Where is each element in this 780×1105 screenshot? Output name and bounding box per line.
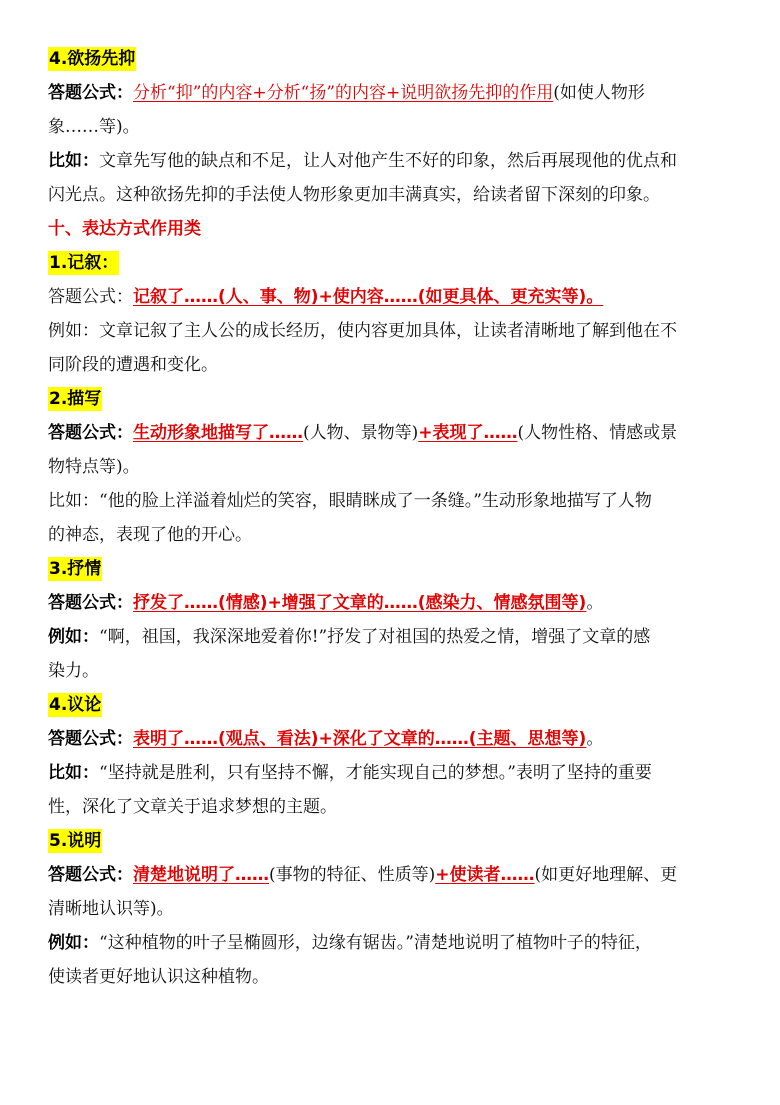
section-title: 十、表达方式作用类 [48, 219, 201, 239]
formula-row-cont [48, 110, 738, 144]
example-text: “啊，祖国，我深深地爱着你!”抒发了对祖国的热爱之情，增强了文章的感 [99, 627, 651, 647]
example-text: 文章先写他的缺点和不足，让人对他产生不好的印象，然后再展现他的优点和 [99, 151, 677, 171]
example-text: 染力。 [48, 661, 99, 681]
example-label: 例如： [48, 627, 99, 647]
example-row-cont [48, 348, 738, 382]
example-row-cont [48, 790, 738, 824]
formula-row [48, 586, 738, 620]
formula-mid: (事物的特征、性质等) [269, 865, 436, 885]
heading-row [48, 688, 738, 722]
formula-row [48, 722, 738, 756]
example-label: 比如： [48, 491, 99, 511]
example-text: “他的脸上洋溢着灿烂的笑容，眼睛眯成了一条缝。”生动形象地描写了人物 [99, 491, 652, 511]
example-text: 性，深化了文章关于追求梦想的主题。 [48, 797, 337, 817]
example-row [48, 314, 738, 348]
example-text: “这种植物的叶子呈椭圆形，边缘有锯齿。”清楚地说明了植物叶子的特征， [99, 933, 652, 953]
example-row-cont [48, 960, 738, 994]
formula-red: 记叙了……(人、事、物)+使内容……(如更具体、更充实等)。 [133, 287, 604, 307]
heading-yuyang: 4.欲扬先抑 [49, 49, 136, 69]
heading-narrate: 1.记叙： [49, 253, 119, 273]
example-row [48, 926, 738, 960]
formula-label: 答题公式： [48, 865, 133, 885]
formula-row-cont [48, 450, 738, 484]
formula-rest: 物特点等)。 [48, 457, 140, 477]
formula-label: 答题公式： [48, 729, 133, 749]
formula-rest: (人物性格、情感或景 [517, 423, 678, 443]
heading-argue: 4.议论 [49, 695, 102, 715]
heading-row [48, 246, 738, 280]
example-label: 例如： [48, 933, 99, 953]
example-text: 的神态，表现了他的开心。 [48, 525, 252, 545]
formula-red: 生动形象地描写了…… [133, 423, 303, 443]
example-row-cont [48, 518, 738, 552]
example-text: 闪光点。这种欲扬先抑的手法使人物形象更加丰满真实，给读者留下深刻的印象。 [48, 185, 660, 205]
formula-label: 答题公式： [48, 83, 133, 103]
heading-row [48, 824, 738, 858]
example-row [48, 756, 738, 790]
example-text: “坚持就是胜利，只有坚持不懈，才能实现自己的梦想。”表明了坚持的重要 [99, 763, 652, 783]
heading-lyric: 3.抒情 [49, 559, 102, 579]
formula-rest: 象……等)。 [48, 117, 140, 137]
formula-row [48, 416, 738, 450]
formula-red: 抒发了……(情感)+增强了文章的……(感染力、情感氛围等) [133, 593, 587, 613]
formula-row [48, 858, 738, 892]
document-page [48, 42, 738, 994]
formula-row [48, 280, 738, 314]
formula-row [48, 76, 738, 110]
formula-label: 答题公式： [48, 423, 133, 443]
formula-red: 分析“抑”的内容+分析“扬”的内容+说明欲扬先抑的作用 [133, 83, 554, 103]
example-row [48, 144, 738, 178]
formula-red: 表明了……(观点、看法)+深化了文章的……(主题、思想等) [133, 729, 587, 749]
formula-mid: (人物、景物等) [303, 423, 419, 443]
formula-red: +表现了…… [418, 423, 518, 443]
heading-row [48, 42, 738, 76]
example-row [48, 484, 738, 518]
heading-describe: 2.描写 [49, 389, 102, 409]
example-text: 使读者更好地认识这种植物。 [48, 967, 269, 987]
formula-label: 答题公式： [48, 593, 133, 613]
heading-explain: 5.说明 [49, 831, 102, 851]
formula-rest: 清晰地认识等)。 [48, 899, 174, 919]
formula-red: +使读者…… [435, 865, 535, 885]
formula-end: 。 [586, 729, 604, 749]
formula-end: 。 [586, 593, 604, 613]
formula-rest: (如使人物形 [553, 83, 645, 103]
heading-row [48, 382, 738, 416]
section-row [48, 212, 738, 246]
example-label: 比如： [48, 151, 99, 171]
example-label: 比如： [48, 763, 99, 783]
example-text: 文章记叙了主人公的成长经历，使内容更加具体，让读者清晰地了解到他在不 [99, 321, 677, 341]
formula-red: 清楚地说明了…… [133, 865, 269, 885]
example-row-cont [48, 178, 738, 212]
example-text: 同阶段的遭遇和变化。 [48, 355, 218, 375]
example-label: 例如： [48, 321, 99, 341]
formula-row-cont [48, 892, 738, 926]
example-row [48, 620, 738, 654]
formula-rest: (如更好地理解、更 [534, 865, 678, 885]
formula-label: 答题公式： [48, 287, 133, 307]
heading-row [48, 552, 738, 586]
example-row-cont [48, 654, 738, 688]
